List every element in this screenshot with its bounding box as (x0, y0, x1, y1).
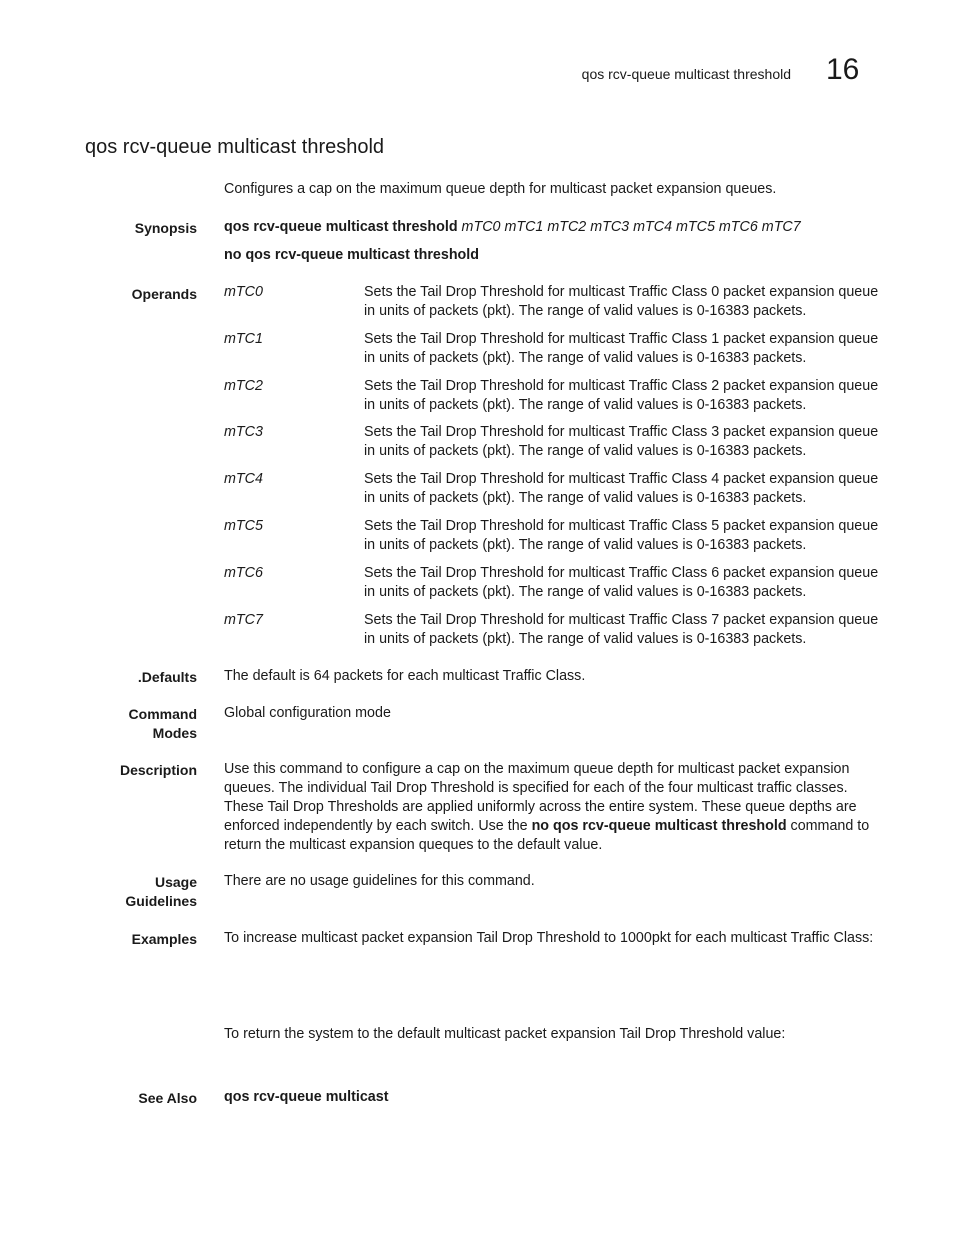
operand-description: Sets the Tail Drop Threshold for multicast Traffic Class 6 packet expansion queue in units of packets (pkt). The range of valid values is 0-16383 packets. (364, 565, 879, 600)
examples-text-1: To increase multicast packet expansion Tail Drop Threshold to 1000pkt for each multicast Traffic Class: (224, 930, 874, 946)
operand-description: Sets the Tail Drop Threshold for multicast Traffic Class 7 packet expansion queue in units of packets (pkt). The range of valid values is 0-16383 packets. (364, 612, 879, 647)
intro-text: Configures a cap on the maximum queue depth for multicast packet expansion queues. (224, 181, 777, 197)
operand-name: mTC1 (224, 331, 263, 347)
operand-name: mTC4 (224, 471, 263, 487)
usage-text: There are no usage guidelines for this command. (224, 873, 535, 889)
operand-description: Sets the Tail Drop Threshold for multicast Traffic Class 0 packet expansion queue in units of packets (pkt). The range of valid values is 0-16383 packets. (364, 284, 879, 319)
defaults-label: .Defaults (137, 669, 197, 685)
synopsis-no-form: no qos rcv-queue multicast threshold (224, 247, 479, 263)
usage-label-line1: Usage (154, 874, 197, 890)
description-text (224, 760, 874, 855)
command-modes-label-line2: Modes (152, 725, 197, 741)
see-also-link[interactable]: qos rcv-queue multicast (224, 1089, 389, 1105)
description-text-after: command to return the multicast expansion queques to the default value. (224, 818, 870, 853)
description-command: no qos rcv-queue multicast threshold (531, 818, 787, 834)
page-title: qos rcv-queue multicast threshold (85, 136, 385, 158)
defaults-text: The default is 64 packets for each multicast Traffic Class. (224, 668, 586, 684)
command-modes-label (86, 705, 197, 743)
operand-name: mTC7 (224, 612, 263, 628)
operand-name: mTC6 (224, 565, 263, 581)
synopsis-label: Synopsis (134, 220, 197, 236)
operand-description: Sets the Tail Drop Threshold for multicast Traffic Class 1 packet expansion queue in units of packets (pkt). The range of valid values is 0-16383 packets. (364, 331, 879, 366)
operand-name: mTC5 (224, 518, 263, 534)
operand-name: mTC2 (224, 378, 263, 394)
command-modes-label-line1: Command (128, 706, 197, 722)
examples-text-2: To return the system to the default multicast packet expansion Tail Drop Threshold value: (224, 1026, 786, 1042)
synopsis-command-line (224, 218, 874, 237)
examples-label: Examples (131, 931, 197, 947)
operands-label: Operands (131, 286, 197, 302)
chapter-number: 16 (826, 53, 860, 86)
usage-label (86, 873, 197, 911)
usage-label-line2: Guidelines (125, 893, 197, 909)
operand-description: Sets the Tail Drop Threshold for multicast Traffic Class 4 packet expansion queue in units of packets (pkt). The range of valid values is 0-16383 packets. (364, 471, 879, 506)
see-also-label: See Also (138, 1090, 197, 1106)
description-text-before: Use this command to configure a cap on the maximum queue depth for multicast packet expansion queues. The individual Tail Drop Threshold is specified for each of the four multicast traffic classes. These Tail Drop Thresholds are applied uniformly across the entire system. These queue depths are enforced independently by each switch. Use the (224, 761, 857, 834)
operand-description: Sets the Tail Drop Threshold for multicast Traffic Class 3 packet expansion queue in units of packets (pkt). The range of valid values is 0-16383 packets. (364, 424, 879, 459)
operand-description: Sets the Tail Drop Threshold for multicast Traffic Class 5 packet expansion queue in units of packets (pkt). The range of valid values is 0-16383 packets. (364, 518, 879, 553)
description-label: Description (119, 762, 197, 778)
command-modes-text: Global configuration mode (224, 705, 391, 721)
operand-description: Sets the Tail Drop Threshold for multicast Traffic Class 2 packet expansion queue in units of packets (pkt). The range of valid values is 0-16383 packets. (364, 378, 879, 413)
running-title: qos rcv-queue multicast threshold (581, 66, 791, 82)
operand-name: mTC0 (224, 284, 263, 300)
synopsis-command: qos rcv-queue multicast threshold (224, 219, 458, 235)
synopsis-params: mTC0 mTC1 mTC2 mTC3 mTC4 mTC5 mTC6 mTC7 (461, 219, 801, 235)
operand-name: mTC3 (224, 424, 263, 440)
